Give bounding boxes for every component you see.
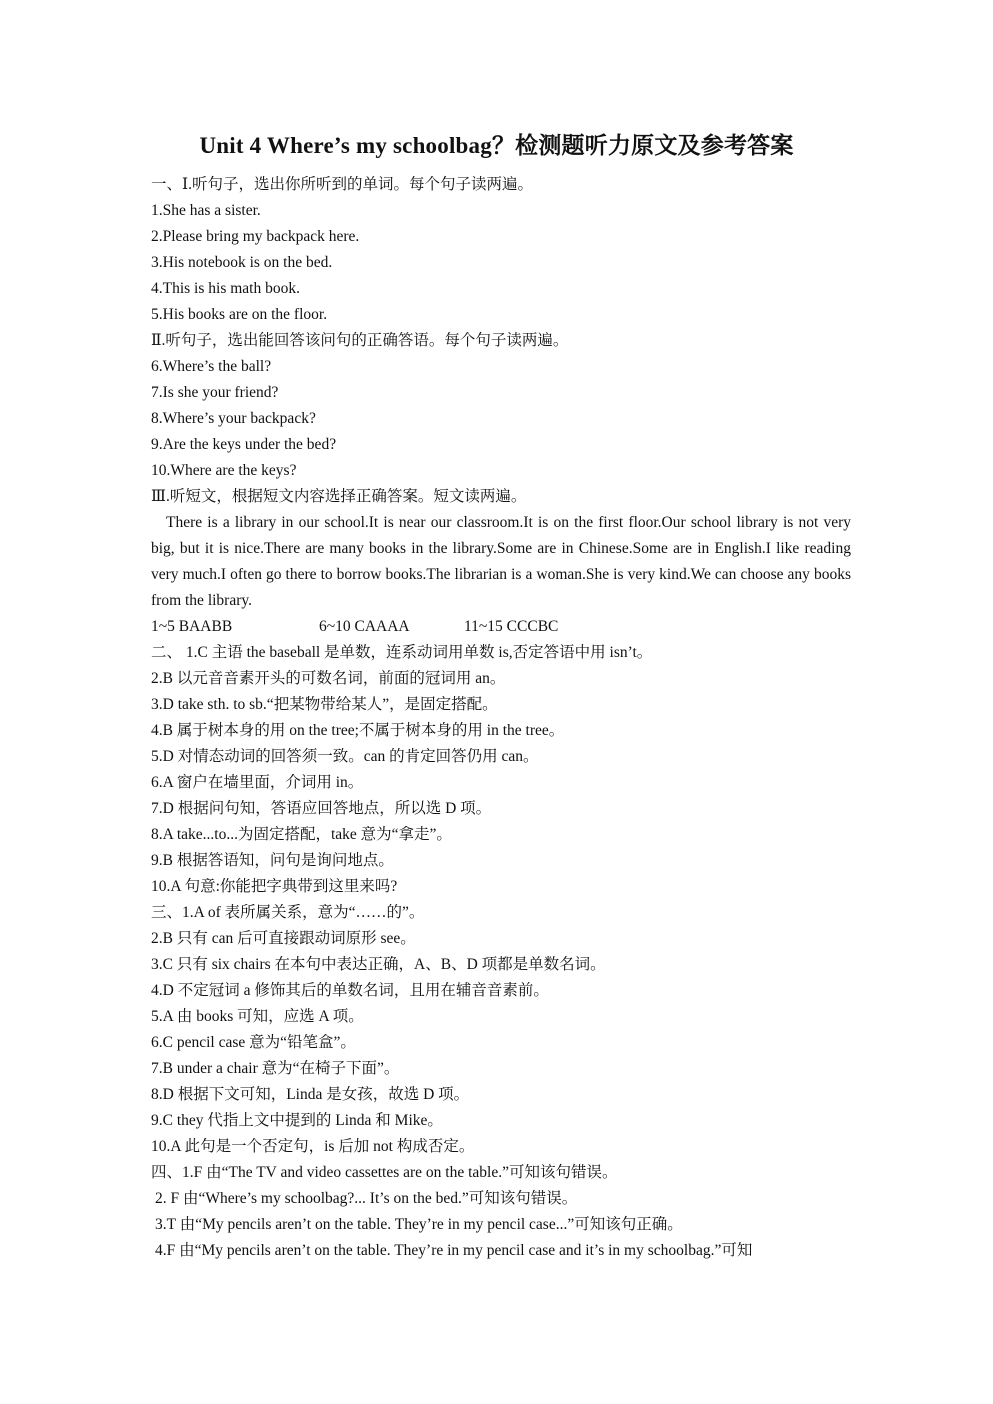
listening-item: 6.Where’s the ball?	[151, 358, 272, 375]
section4-answer: 四、1.F 由“The TV and video cassettes are on the table.”可知该句错误。	[151, 1164, 618, 1181]
section3-answer: 三、1.A of 表所属关系，意为“……的”。	[151, 904, 425, 921]
section4-answer: 3.T 由“My pencils aren’t on the table. They’re in my pencil case...”可知该句正确。	[155, 1216, 683, 1233]
section3-answer: 2.B 只有 can 后可直接跟动词原形 see。	[151, 930, 416, 947]
section1-part1-heading: 一、Ⅰ.听句子，选出你所听到的单词。每个句子读两遍。	[151, 176, 533, 193]
listening-item: 9.Are the keys under the bed?	[151, 436, 337, 453]
section3-answer: 8.D 根据下文可知，Linda 是女孩，故选 D 项。	[151, 1086, 470, 1103]
answer-group: 1~5 BAABB	[151, 618, 233, 635]
section3-answer: 7.B under a chair 意为“在椅子下面”。	[151, 1060, 400, 1077]
answer-group: 6~10 CAAAA	[319, 618, 410, 635]
listening-item: 8.Where’s your backpack?	[151, 410, 316, 427]
section2-answer: 3.D take sth. to sb.“把某物带给某人”，是固定搭配。	[151, 696, 498, 713]
section3-answer: 3.C 只有 six chairs 在本句中表达正确，A、B、D 项都是单数名词。	[151, 956, 606, 973]
section2-answer: 5.D 对情态动词的回答须一致。can 的肯定回答仍用 can。	[151, 748, 539, 765]
section2-answer: 6.A 窗户在墙里面，介词用 in。	[151, 774, 364, 791]
listening-passage: There is a library in our school.It is near our classroom.It is on the first floor.Our school library is not very big, but it is nice.There are many books in the library.Some are in Chinese.Some are in English.I like reading very much.I often go there to borrow books.The librarian is a woman.She is very kind.We can choose any books from the library.	[151, 514, 851, 609]
listening-item: 2.Please bring my backpack here.	[151, 228, 360, 245]
section3-answer: 6.C pencil case 意为“铅笔盒”。	[151, 1034, 356, 1051]
section4-answer: 2. F 由“Where’s my schoolbag?... It’s on the bed.”可知该句错误。	[155, 1190, 578, 1207]
page-title: Unit 4 Where’s my schoolbag？检测题听力原文及参考答案	[199, 133, 794, 158]
section3-answer: 4.D 不定冠词 a 修饰其后的单数名词，且用在辅音音素前。	[151, 982, 549, 999]
section3-answer: 5.A 由 books 可知，应选 A 项。	[151, 1008, 364, 1025]
section1-part3-heading: Ⅲ.听短文，根据短文内容选择正确答案。短文读两遍。	[151, 488, 527, 505]
document-body	[151, 172, 851, 1264]
listening-item: 10.Where are the keys?	[151, 462, 297, 479]
section1-part2-heading: Ⅱ.听句子，选出能回答该问句的正确答语。每个句子读两遍。	[151, 332, 569, 349]
section1-answer-key	[151, 614, 851, 640]
section2-answer: 7.D 根据问句知，答语应回答地点，所以选 D 项。	[151, 800, 492, 817]
section2-answer: 9.B 根据答语知，问句是询问地点。	[151, 852, 394, 869]
section2-answer: 4.B 属于树本身的用 on the tree;不属于树本身的用 in the tree。	[151, 722, 565, 739]
listening-item: 1.She has a sister.	[151, 202, 261, 219]
section2-answer: 二、 1.C 主语 the baseball 是单数，连系动词用单数 is,否定答语中用 isn’t。	[151, 644, 653, 661]
section2-answer: 8.A take...to...为固定搭配，take 意为“拿走”。	[151, 826, 452, 843]
listening-item: 5.His books are on the floor.	[151, 306, 328, 323]
section2-answer: 2.B 以元音音素开头的可数名词，前面的冠词用 an。	[151, 670, 506, 687]
section2-answer: 10.A 句意:你能把字典带到这里来吗?	[151, 878, 398, 895]
listening-item: 3.His notebook is on the bed.	[151, 254, 333, 271]
section3-answer: 9.C they 代指上文中提到的 Linda 和 Mike。	[151, 1112, 443, 1129]
listening-item: 7.Is she your friend?	[151, 384, 279, 401]
answer-group: 11~15 CCCBC	[464, 618, 559, 635]
listening-item: 4.This is his math book.	[151, 280, 300, 297]
section4-answer: 4.F 由“My pencils aren’t on the table. They’re in my pencil case and it’s in my schoolbag.”可知	[155, 1242, 753, 1259]
section3-answer: 10.A 此句是一个否定句，is 后加 not 构成否定。	[151, 1138, 475, 1155]
